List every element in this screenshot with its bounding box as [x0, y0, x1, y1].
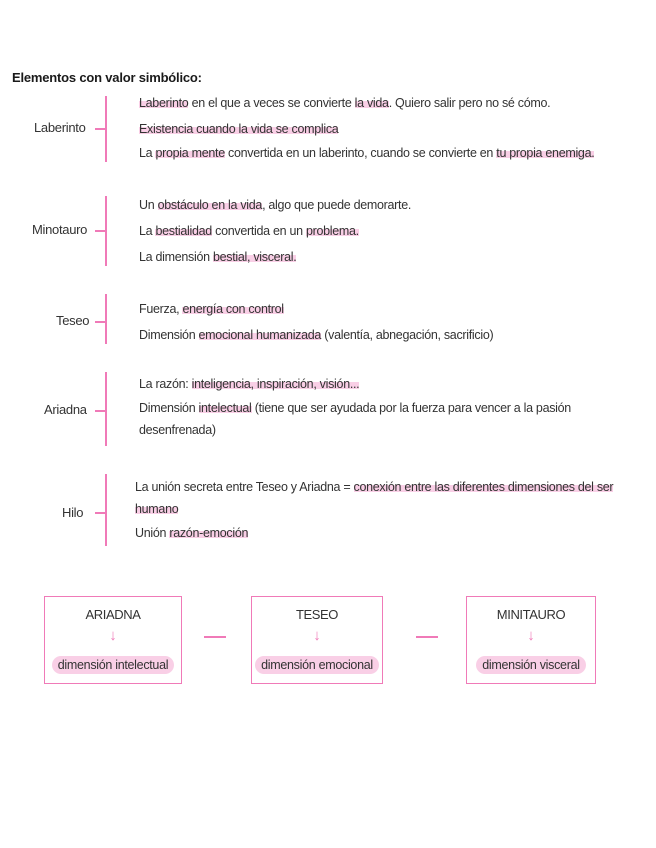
- text-segment: Dimensión: [139, 328, 199, 342]
- down-arrow-icon: ↓: [313, 627, 321, 644]
- text-segment: La razón:: [139, 377, 192, 391]
- highlighted-text: Laberinto: [139, 96, 189, 110]
- highlighted-text: bestialidad: [155, 224, 212, 238]
- section-text-line: [139, 218, 639, 244]
- connector-dash: [204, 636, 226, 638]
- text-segment: Un: [139, 198, 158, 212]
- bracket-tick: [95, 512, 105, 514]
- text-segment: . Quiero salir pero no sé cómo.: [388, 96, 551, 110]
- bracket-tick: [95, 230, 105, 232]
- section-text-line: [139, 371, 589, 397]
- highlighted-text: bestial, visceral.: [212, 250, 297, 264]
- section-label: Minotauro: [32, 222, 88, 237]
- section-text-line: [135, 476, 627, 520]
- text-segment: , algo que puede demorarte.: [262, 198, 412, 212]
- bracket-line: [105, 474, 107, 546]
- text-segment: Unión: [135, 526, 170, 540]
- connector-dash: [416, 636, 438, 638]
- section-text-line: [139, 244, 639, 270]
- box-title: MINITAURO: [496, 607, 566, 622]
- section-label: Ariadna: [44, 402, 87, 417]
- section-lines: [139, 371, 589, 441]
- bracket-line: [105, 372, 107, 446]
- box-title: ARIADNA: [85, 607, 141, 622]
- bracket-line: [105, 294, 107, 344]
- highlighted-text: propia mente: [155, 146, 225, 160]
- text-segment: convertida en un laberinto, cuando se convierte en: [224, 146, 497, 160]
- section-label: Teseo: [56, 313, 90, 328]
- bracket-tick: [95, 410, 105, 412]
- highlighted-text: energía con control: [182, 302, 284, 316]
- section-text-line: [135, 520, 627, 546]
- bracket-tick: [95, 128, 105, 130]
- highlighted-text: emocional humanizada: [198, 328, 322, 342]
- section-lines: [139, 296, 639, 348]
- box-dimension: dimensión visceral: [476, 656, 585, 674]
- text-segment: Fuerza,: [139, 302, 183, 316]
- text-segment: La unión secreta entre Teseo y Ariadna =: [135, 480, 354, 494]
- highlighted-text: inteligencia, inspiración, visión...: [191, 377, 360, 391]
- box-teseo: [251, 596, 383, 684]
- section-text-line: [139, 90, 639, 116]
- text-segment: La dimensión: [139, 250, 213, 264]
- box-title: TESEO: [295, 607, 339, 622]
- section-lines: [135, 476, 627, 546]
- section-lines: [139, 90, 639, 164]
- box-ariadna: [44, 596, 182, 684]
- text-segment: convertida en un: [211, 224, 306, 238]
- text-segment: Dimensión: [139, 401, 199, 415]
- text-segment: en el que a veces se convierte: [188, 96, 355, 110]
- down-arrow-icon: ↓: [109, 627, 117, 644]
- box-dimension: dimensión intelectual: [52, 656, 174, 674]
- highlighted-text: razón-emoción: [169, 526, 249, 540]
- section-text-line: [139, 322, 639, 348]
- section-label: Hilo: [62, 505, 84, 520]
- section-text-line: [139, 192, 639, 218]
- section-text-line: [139, 296, 639, 322]
- box-minitauro: [466, 596, 596, 684]
- text-segment: La: [139, 224, 156, 238]
- highlighted-text: problema.: [305, 224, 359, 238]
- box-dimension: dimensión emocional: [255, 656, 379, 674]
- highlighted-text: la vida: [354, 96, 389, 110]
- section-text-line: [139, 142, 639, 164]
- bracket-tick: [95, 321, 105, 323]
- highlighted-text: Existencia cuando la vida se complica: [139, 122, 339, 136]
- text-segment: (tiene que ser ayudada por la fuerza para vencer a la pasión desenfrenada): [139, 401, 571, 437]
- section-text-line: [139, 116, 639, 142]
- section-text-line: [139, 397, 589, 441]
- bracket-line: [105, 96, 107, 162]
- down-arrow-icon: ↓: [527, 627, 535, 644]
- bracket-line: [105, 196, 107, 266]
- highlighted-text: obstáculo en la vida: [157, 198, 263, 212]
- highlighted-text: tu propia enemiga.: [496, 146, 595, 160]
- page-title: Elementos con valor simbólico:: [12, 70, 202, 85]
- text-segment: (valentía, abnegación, sacrificio): [321, 328, 494, 342]
- highlighted-text: intelectual: [198, 401, 252, 415]
- section-label: Laberinto: [34, 120, 86, 135]
- highlighted-text: conexión entre las diferentes dimensiones del ser humano: [135, 480, 614, 516]
- section-lines: [139, 192, 639, 270]
- text-segment: La: [139, 146, 156, 160]
